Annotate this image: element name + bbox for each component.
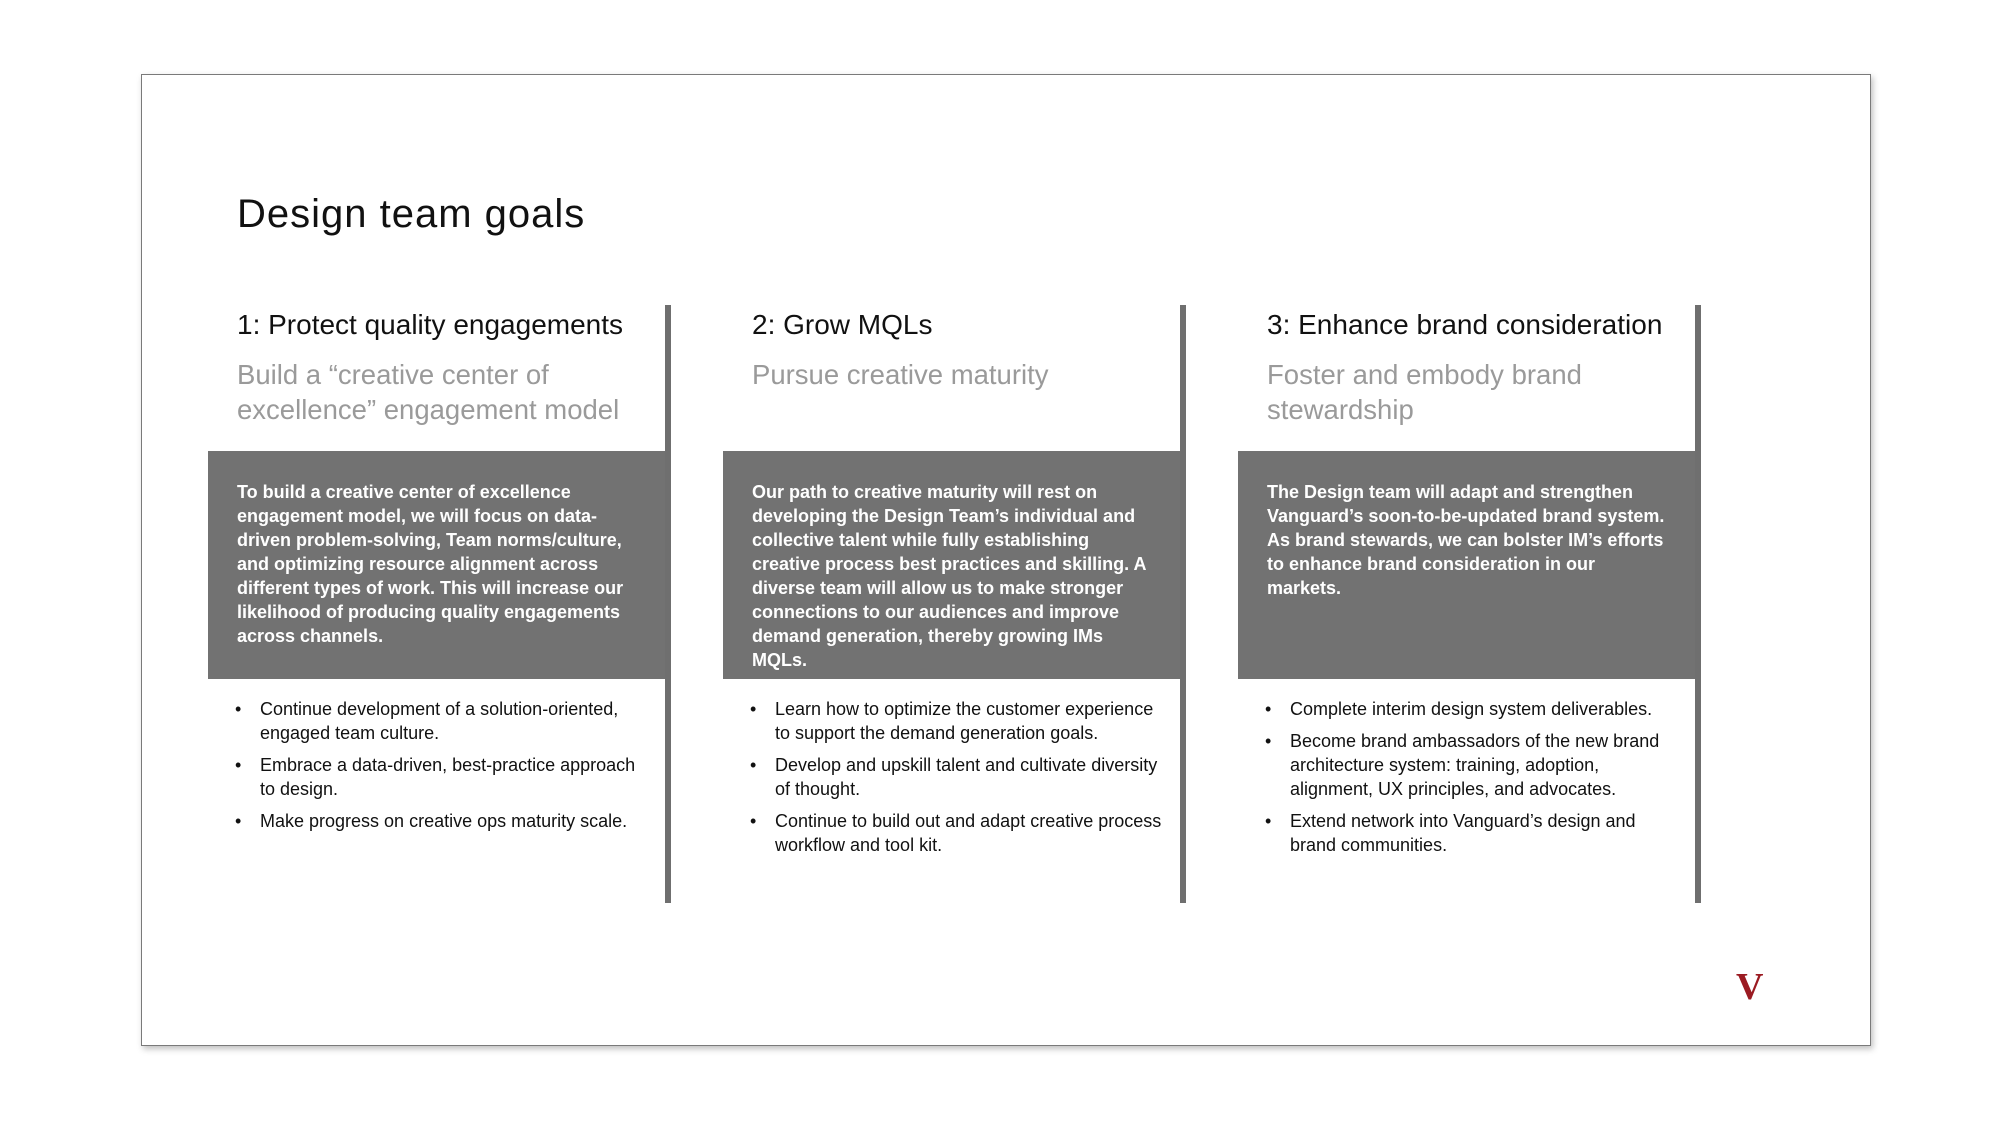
goal-heading: 2: Grow MQLs [752, 309, 933, 340]
bullet-text: Make progress on creative ops maturity scale. [260, 811, 628, 831]
bullet-text: Embrace a data-driven, best-practice approach to design. [260, 755, 636, 799]
list-item [1265, 729, 1685, 801]
slide-title: Design team goals [237, 192, 586, 236]
goal-column-2 [723, 305, 1186, 903]
bullet-text: Complete interim design system deliverables. [1290, 699, 1653, 719]
bullet-icon: • [235, 755, 242, 775]
list-item [235, 753, 655, 801]
bullet-icon: • [235, 811, 242, 831]
bullet-icon: • [235, 699, 242, 719]
goal-heading: 3: Enhance brand consideration [1267, 309, 1663, 340]
bullet-icon: • [750, 811, 757, 831]
column-divider [1695, 305, 1701, 903]
bullet-icon: • [1265, 811, 1272, 831]
list-item [1265, 697, 1685, 721]
bullet-text: Learn how to optimize the customer experience to support the demand generation goals. [775, 699, 1154, 743]
goal-description-panel [208, 451, 665, 679]
goal-description-panel [1238, 451, 1695, 679]
bullet-icon: • [750, 699, 757, 719]
bullet-icon: • [750, 755, 757, 775]
bullet-text: Extend network into Vanguard’s design and brand communities. [1290, 811, 1636, 855]
goal-column-3 [1238, 305, 1701, 903]
bullet-text: Develop and upskill talent and cultivate diversity of thought. [775, 755, 1158, 799]
goal-bullet-list [235, 697, 655, 841]
bullet-icon: • [1265, 699, 1272, 719]
column-divider [665, 305, 671, 903]
goal-bullet-list [750, 697, 1170, 865]
list-item [235, 697, 655, 745]
goal-bullet-list [1265, 697, 1685, 865]
list-item [750, 697, 1170, 745]
bullet-text: Continue development of a solution-oriented, engaged team culture. [260, 699, 619, 743]
bullet-text: Become brand ambassadors of the new brand architecture system: training, adoption, alignment, UX principles, and advocates. [1290, 731, 1660, 799]
column-divider [1180, 305, 1186, 903]
list-item [750, 809, 1170, 857]
vanguard-logo-icon: V [1736, 966, 1764, 1008]
goal-description: Our path to creative maturity will rest on developing the Design Team’s individual and collective talent while fully establishing creative process best practices and skilling. A diverse team will allow us to make stronger connections to our audiences and improve demand generation, thereby growing IMs MQLs. [752, 482, 1146, 670]
bullet-text: Continue to build out and adapt creative process workflow and tool kit. [775, 811, 1162, 855]
list-item [750, 753, 1170, 801]
goal-column-1 [208, 305, 671, 903]
goal-description-panel [723, 451, 1180, 679]
goal-description: The Design team will adapt and strengthen Vanguard’s soon-to-be-updated brand system. As brand stewards, we can bolster IM’s efforts to enhance brand consideration in our markets. [1267, 482, 1665, 598]
bullet-icon: • [1265, 731, 1272, 751]
goal-subheading: Build a “creative center of excellence” engagement model [237, 359, 620, 425]
list-item [1265, 809, 1685, 857]
goal-subheading: Foster and embody brand stewardship [1267, 359, 1582, 425]
goal-subheading: Pursue creative maturity [752, 359, 1049, 390]
goal-heading: 1: Protect quality engagements [237, 309, 624, 340]
goal-description: To build a creative center of excellence engagement model, we will focus on data-driven problem-solving, Team norms/culture, and optimizing resource alignment across different types of work. This will increase our likelihood of producing quality engagements across channels. [237, 482, 624, 646]
list-item [235, 809, 655, 833]
